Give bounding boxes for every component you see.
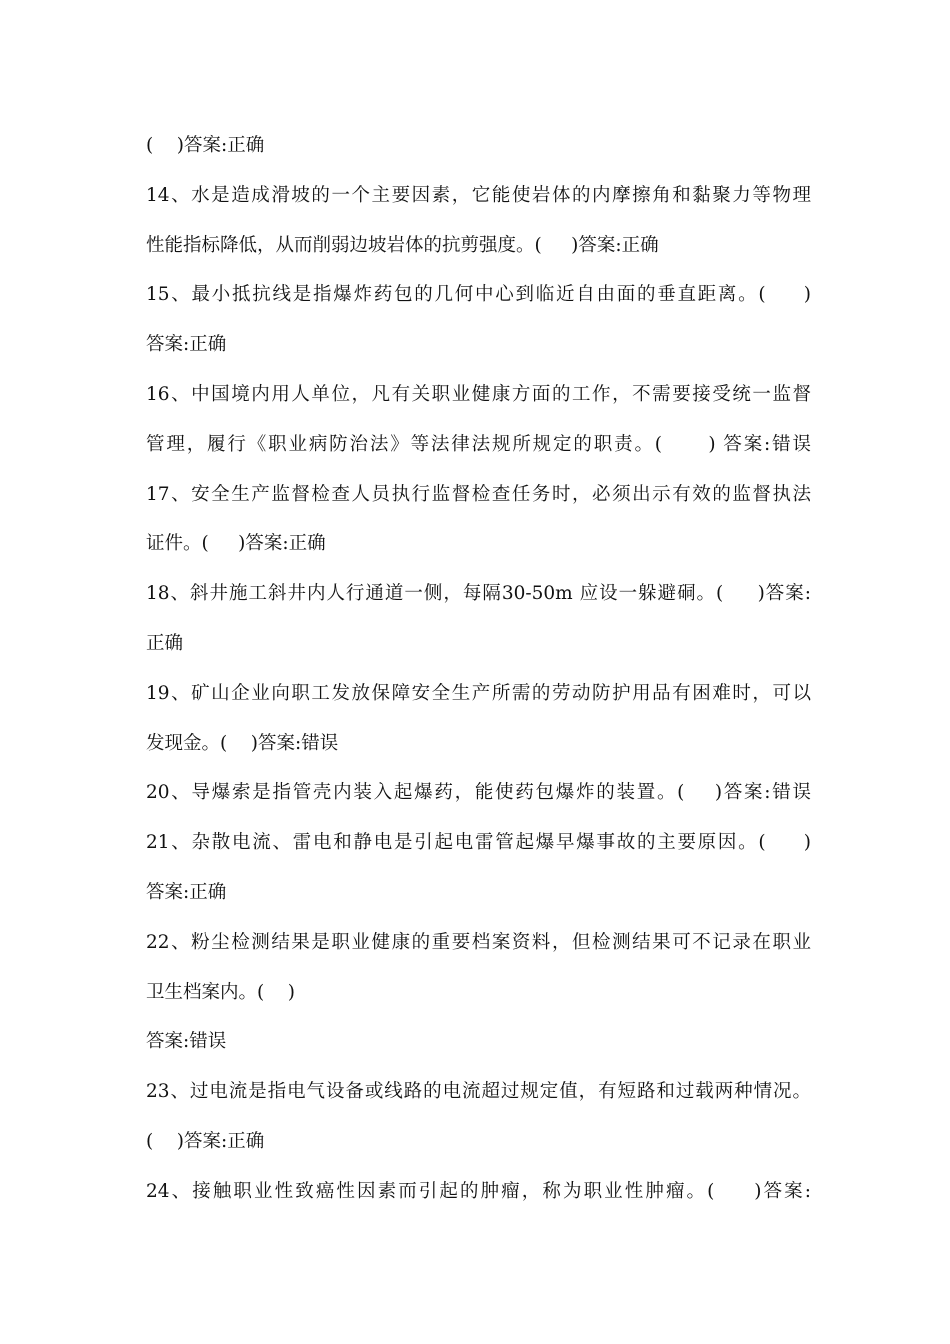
text-line: 管理，履行《职业病防治法》等法律法规所规定的职责。( ) 答案:错误	[146, 433, 811, 455]
text-line: 答案:正确	[146, 334, 227, 356]
text-line: 22、粉尘检测结果是职业健康的重要档案资料，但检测结果可不记录在职业	[146, 931, 811, 953]
text-line: 性能指标降低，从而削弱边坡岩体的抗剪强度。( )答案:正确	[146, 234, 659, 256]
text-line: 正确	[146, 632, 184, 654]
text-line: 23、过电流是指电气设备或线路的电流超过规定值，有短路和过载两种情况。	[146, 1081, 811, 1103]
text-line: 24、接触职业性致癌性因素而引起的肿瘤，称为职业性肿瘤。( )答案:	[146, 1180, 811, 1202]
text-line: 证件。( )答案:正确	[146, 533, 326, 555]
text-line: 答案:错误	[146, 1031, 227, 1053]
text-line: 卫生档案内。( )	[146, 981, 295, 1003]
document-body	[146, 121, 811, 1217]
text-line: 19、矿山企业向职工发放保障安全生产所需的劳动防护用品有困难时，可以	[146, 682, 811, 704]
text-line: ( )答案:正确	[146, 135, 265, 156]
text-line: 14、水是造成滑坡的一个主要因素，它能使岩体的内摩擦角和黏聚力等物理	[146, 184, 811, 206]
text-line: ( )答案:正确	[146, 1130, 265, 1152]
text-line: 16、中国境内用人单位，凡有关职业健康方面的工作，不需要接受统一监督	[146, 383, 811, 405]
text-line: 18、斜井施工斜井内人行通道一侧，每隔30-50m 应设一躲避硐。( )答案:	[146, 583, 811, 605]
text-line: 15、最小抵抗线是指爆炸药包的几何中心到临近自由面的垂直距离。( )	[146, 284, 811, 306]
text-line: 答案:正确	[146, 881, 227, 903]
text-line: 21、杂散电流、雷电和静电是引起电雷管起爆早爆事故的主要原因。( )	[146, 832, 811, 854]
text-line: 20、导爆索是指管壳内装入起爆药，能使药包爆炸的装置。( )答案:错误	[146, 782, 811, 804]
text-line: 17、安全生产监督检查人员执行监督检查任务时，必须出示有效的监督执法	[146, 483, 811, 505]
text-line: 发现金。( )答案:错误	[146, 732, 339, 754]
